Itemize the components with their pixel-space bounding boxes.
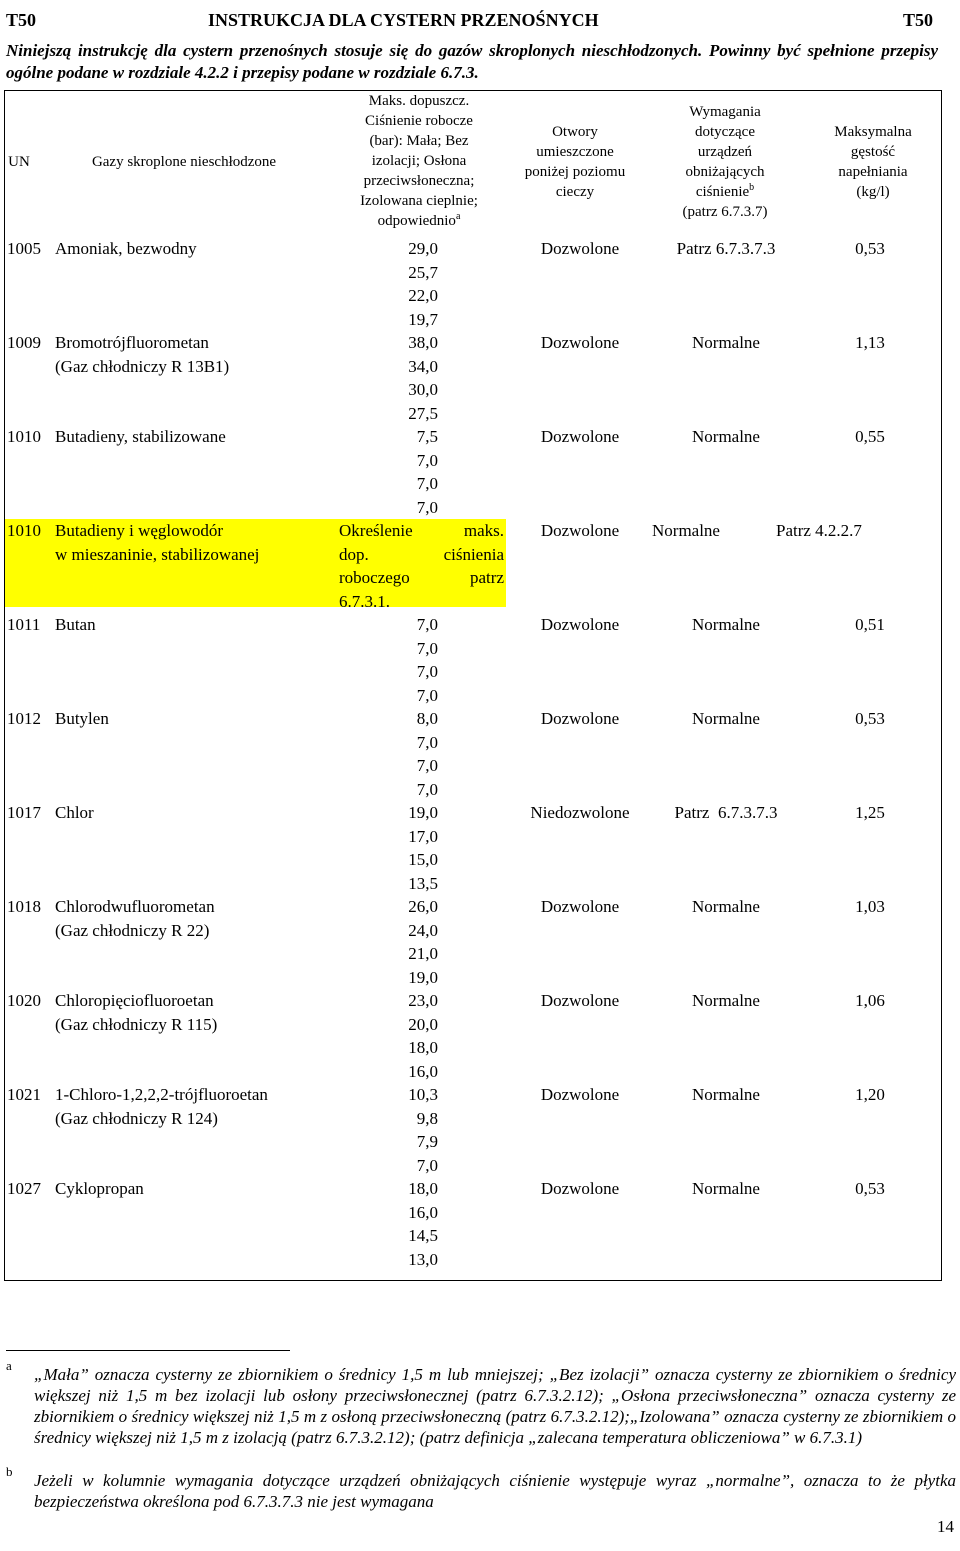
pressure-value: 8,0 (416, 709, 438, 728)
header-pressure-line: Izolowana cieplnie; (360, 193, 478, 209)
gas-name: Butylen (55, 709, 109, 728)
density-value: 1,06 (855, 991, 885, 1010)
density-value: 1,13 (855, 333, 885, 352)
gas-name: (Gaz chłodniczy R 115) (55, 1014, 218, 1034)
pressure-value: 23,0 (408, 991, 438, 1010)
openings-value: Dozwolone (540, 1179, 620, 1198)
un-number: 1012 (7, 709, 41, 728)
relief-value: Normalne (692, 333, 760, 352)
header-code-left: T50 (6, 10, 37, 30)
gas-name: 1-Chloro-1,2,2,2-trójfluoroetan (55, 1085, 268, 1104)
un-number: 1018 (7, 897, 41, 916)
un-number: 1010 (7, 521, 41, 540)
header-relief-line: dotyczące (695, 124, 755, 140)
pressure-value: 7,0 (416, 732, 438, 752)
pressure-value: 38,0 (408, 333, 438, 352)
pressure-value: 7,0 (416, 1155, 438, 1175)
openings-value: Dozwolone (540, 427, 620, 446)
header-pressure-line (334, 211, 504, 231)
openings-value: Dozwolone (540, 239, 620, 258)
header-relief-text: ciśnienie (695, 184, 750, 200)
page-number: 14 (937, 1517, 954, 1536)
relief-value: Patrz 6.7.3.7.3 (674, 803, 778, 822)
footnote-b: Jeżeli w kolumnie wymagania dotyczące urządzeń obniżających ciśnienie występuje wyraz „normalne”, oznacza to że płytka bezpieczeństwa określona pod 6.7.3.7.3 nie jest wymagana (34, 1471, 956, 1511)
gas-name: Butadieny i węglowodór (55, 521, 224, 540)
un-number: 1017 (7, 803, 41, 822)
footnote-mark-b: b (6, 1464, 13, 1479)
pressure-value: 15,0 (408, 850, 438, 869)
pressure-value: 7,5 (416, 427, 438, 446)
pressure-note: Określenie maks. (339, 521, 504, 540)
openings-value: Niedozwolone (530, 803, 630, 822)
un-number: 1005 (7, 239, 41, 258)
header-code-right: T50 (903, 10, 934, 30)
header-openings-line: cieczy (555, 184, 595, 200)
un-number: 1010 (7, 427, 41, 446)
gas-name: Chloropięciofluoroetan (55, 991, 214, 1010)
pressure-value: 34,0 (408, 356, 438, 376)
header-relief-line: urządzeń (697, 144, 753, 160)
header-relief-line: (patrz 6.7.3.7) (682, 204, 768, 220)
openings-value: Dozwolone (540, 615, 620, 634)
document-title: INSTRUKCJA DLA CYSTERN PRZENOŚNYCH (208, 10, 599, 30)
un-number: 1021 (7, 1085, 41, 1104)
un-number: 1009 (7, 333, 41, 352)
density-value: 1,20 (855, 1085, 885, 1104)
header-openings-line: Otwory (552, 124, 598, 140)
gas-name: Chlorodwufluorometan (55, 897, 215, 916)
footnote-separator (6, 1350, 290, 1351)
relief-value: Normalne (692, 1085, 760, 1104)
pressure-value: 30,0 (408, 380, 438, 399)
density-value: 0,51 (855, 615, 885, 634)
pressure-note: dop. ciśnienia (339, 544, 504, 564)
pressure-value: 13,0 (408, 1249, 438, 1269)
header-pressure-line: izolacji; Osłona (371, 153, 467, 169)
header-density-line: gęstość (850, 144, 896, 160)
pressure-value: 19,7 (408, 309, 438, 329)
pressure-value: 29,0 (408, 239, 438, 258)
header-pressure-line: Ciśnienie robocze (365, 113, 473, 129)
density-value: 0,53 (855, 709, 885, 728)
header-density-line: Maksymalna (834, 124, 912, 140)
header-pressure-text: odpowiednio (377, 213, 456, 229)
openings-value: Dozwolone (540, 521, 620, 540)
header-density (800, 122, 946, 202)
density-value: Patrz 4.2.2.7 (776, 521, 862, 540)
relief-value: Normalne (692, 615, 760, 634)
pressure-value: 16,0 (408, 1061, 438, 1081)
openings-value: Dozwolone (540, 709, 620, 728)
gas-name: (Gaz chłodniczy R 22) (55, 920, 210, 940)
header-relief-line (650, 182, 800, 202)
openings-value: Dozwolone (540, 1085, 620, 1104)
relief-value: Normalne (692, 709, 760, 728)
relief-value: Normalne (692, 1179, 760, 1198)
footnote-mark-a: a (6, 1358, 12, 1373)
density-value: 0,55 (855, 427, 885, 446)
header-density-line: napełniania (838, 164, 908, 180)
pressure-value: 10,3 (408, 1085, 438, 1104)
pressure-value: 7,9 (416, 1132, 438, 1151)
pressure-value: 24,0 (408, 920, 438, 940)
pressure-value: 7,0 (416, 497, 438, 517)
pressure-value: 26,0 (408, 897, 438, 916)
density-value: 1,25 (855, 803, 885, 822)
header-density-line: (kg/l) (856, 184, 890, 200)
gas-name: Chlor (55, 803, 94, 822)
header-relief (650, 102, 800, 222)
relief-value: Normalne (692, 991, 760, 1010)
pressure-value: 7,0 (416, 779, 438, 799)
header-pressure (334, 91, 504, 231)
header-openings (510, 122, 640, 202)
header-openings-line: poniżej poziomu (524, 164, 626, 180)
pressure-value: 22,0 (408, 286, 438, 305)
pressure-value: 19,0 (408, 967, 438, 987)
un-number: 1027 (7, 1179, 41, 1198)
header-pressure-line: przeciwsłoneczna; (363, 173, 475, 189)
footnote-ref-a: a (455, 211, 461, 222)
header-gas-name: Gazy skroplone nieschłodzone (91, 154, 277, 170)
footnote-ref-b: b (749, 182, 755, 193)
pressure-value: 9,8 (416, 1108, 438, 1128)
pressure-value: 7,0 (416, 450, 438, 470)
relief-value: Patrz 6.7.3.7.3 (676, 239, 776, 258)
header-relief-line: Wymagania (689, 104, 761, 120)
density-value: 0,53 (855, 239, 885, 258)
pressure-value: 18,0 (408, 1038, 438, 1057)
pressure-value: 7,0 (416, 474, 438, 493)
gas-name: (Gaz chłodniczy R 124) (55, 1108, 218, 1128)
gas-name: Butadieny, stabilizowane (55, 427, 226, 446)
density-value: 0,53 (855, 1179, 885, 1198)
openings-value: Dozwolone (540, 897, 620, 916)
relief-value: Normalne (692, 897, 760, 916)
pressure-value: 7,0 (416, 756, 438, 775)
pressure-value: 7,0 (416, 615, 438, 634)
header-un: UN (8, 154, 30, 170)
pressure-value: 16,0 (408, 1202, 438, 1222)
pressure-value: 13,5 (408, 873, 438, 893)
pressure-value: 7,0 (416, 638, 438, 658)
pressure-value: 17,0 (408, 826, 438, 846)
pressure-note: 6.7.3.1. (339, 591, 390, 611)
pressure-value: 21,0 (408, 944, 438, 963)
pressure-value: 14,5 (408, 1226, 438, 1245)
gas-name: Butan (55, 615, 96, 634)
openings-value: Dozwolone (540, 991, 620, 1010)
gas-name: w mieszaninie, stabilizowanej (55, 544, 260, 564)
relief-value: Normalne (692, 427, 760, 446)
pressure-note: roboczego patrz (339, 568, 504, 587)
header-pressure-line: (bar): Mała; Bez (369, 133, 469, 149)
pressure-value: 18,0 (408, 1179, 438, 1198)
pressure-value: 27,5 (408, 403, 438, 423)
header-openings-line: umieszczone (536, 144, 614, 160)
un-number: 1011 (7, 615, 41, 634)
intro-paragraph: Niniejszą instrukcję dla cystern przenośnych stosuje się do gazów skroplonych nieschłodzonych. Powinny być spełnione przepisy ogólne podane w rozdziale 4.2.2 i przepisy podane w rozdziale 6.7.3. (6, 41, 938, 82)
footnote-a: „Mała” oznacza cysterny ze zbiornikiem o średnicy 1,5 m lub mniejszej; „Bez izolacji” oznacza cysterny ze zbiornikiem o średnicy większej niż 1,5 m bez izolacji lub osłony przeciwsłonecznej (patrz 6.7.3.2.12); „Osłona przeciwsłoneczna” oznacza cysterny ze zbiornikiem o średnicy większej niż 1,5 m z osłoną przeciwsłoneczną (patrz 6.7.3.2.12);„Izolowana” oznacza cysterny ze zbiornikiem o średnicy większej niż 1,5 m z izolacją (patrz 6.7.3.2.12); (patrz definicja „zalecana temperatura obliczeniowa” w 6.7.3.1) (34, 1365, 956, 1447)
pressure-value: 19,0 (408, 803, 438, 822)
pressure-value: 7,0 (416, 685, 438, 705)
pressure-value: 7,0 (416, 662, 438, 681)
gas-name: (Gaz chłodniczy R 13B1) (55, 356, 230, 376)
header-pressure-line: Maks. dopuszcz. (368, 93, 470, 109)
un-number: 1020 (7, 991, 41, 1010)
pressure-value: 20,0 (408, 1014, 438, 1034)
gas-name: Bromotrójfluorometan (55, 333, 209, 352)
pressure-value: 25,7 (408, 262, 438, 282)
relief-value: Normalne (652, 521, 720, 540)
density-value: 1,03 (855, 897, 885, 916)
header-relief-line: obniżających (685, 164, 765, 180)
openings-value: Dozwolone (540, 333, 620, 352)
gas-name: Cyklopropan (55, 1179, 144, 1198)
gas-name: Amoniak, bezwodny (55, 239, 197, 258)
